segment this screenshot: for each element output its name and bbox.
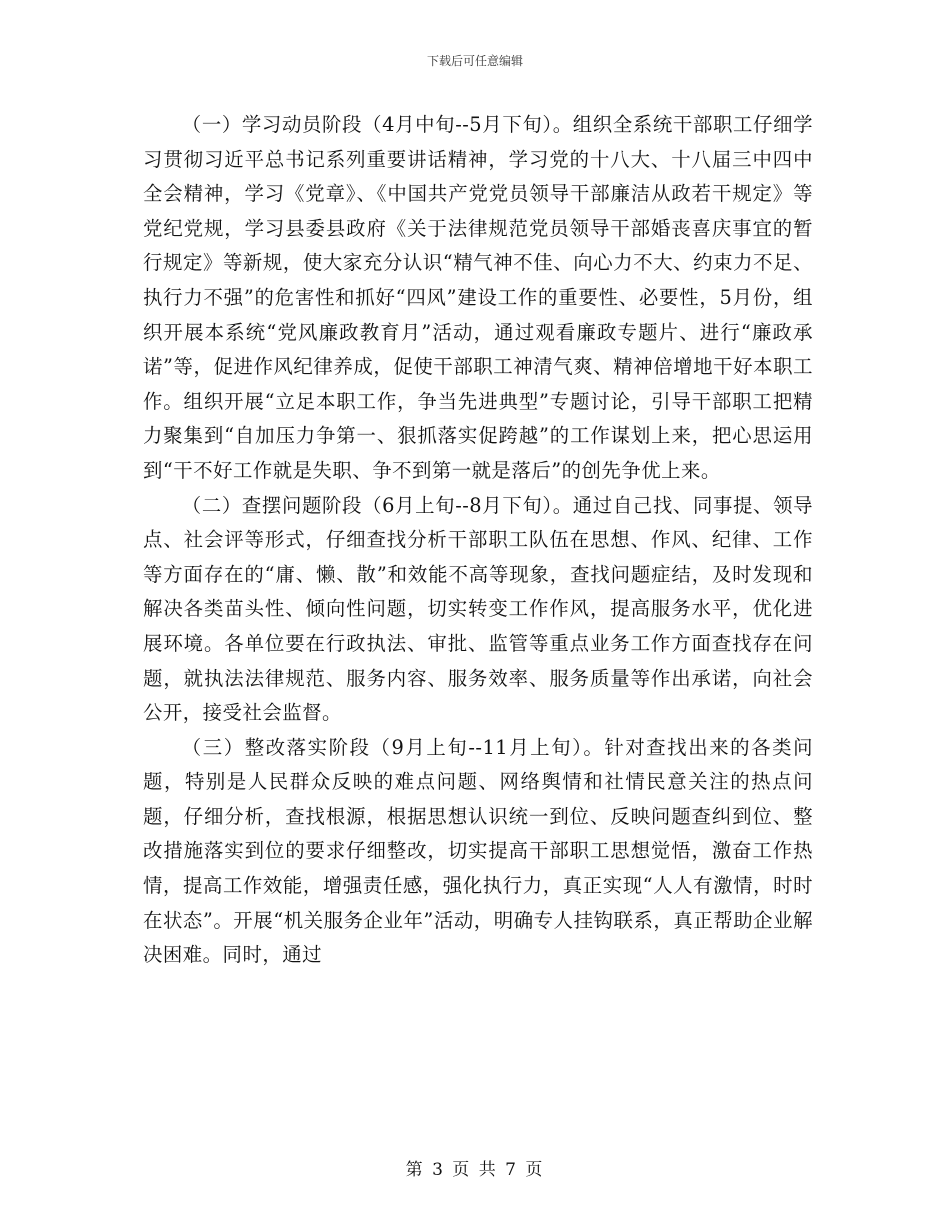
paragraph-study-mobilization: （一）学习动员阶段（4月中旬--5月下旬）。组织全系统干部职工仔细学习贯彻习近平总书记系列重要讲话精神，学习党的十八大、十八届三中四中全会精神，学习《党章》、《中国共产党党员领导干部廉洁从政若干规定》等党纪党规，学习县委县政府《关于法律规范党员领导干部婚丧喜庆事宜的暂行规定》等新规，使大家充分认识“精气神不佳、向心力不大、约束力不足、执行力不强”的危害性和抓好“四风”建设工作的重要性、必要性，5月份，组织开展本系统“党风廉政教育月”活动，通过观看廉政专题片、进行“廉政承诺”等，促进作风纪律养成，促使干部职工神清气爽、精神倍增地干好本职工作。组织开展“立足本职工作，争当先进典型”专题讨论，引导干部职工把精力聚集到“自加压力争第一、狠抓落实促跨越”的工作谋划上来，把心思运用到“干不好工作就是失职、争不到第一就是落后”的创先争优上来。 (143, 113, 813, 482)
paragraph-rectification: （三）整改落实阶段（9月上旬--11月上旬）。针对查找出来的各类问题，特别是人民群众反映的难点问题、网络舆情和社情民意关注的热点问题，仔细分析，查找根源，根据思想认识统一到位、反映问题查纠到位、整改措施落实到位的要求仔细整改，切实提高干部职工思想觉悟，激奋工作热情，提高工作效能，增强责任感，强化执行力，真正实现“人人有激情，时时在状态”。开展“机关服务企业年”活动，明确专人挂钩联系，真正帮助企业解决困难。同时，通过 (143, 735, 813, 967)
paragraph-problem-finding: （二）查摆问题阶段（6月上旬--8月下旬）。通过自己找、同事提、领导点、社会评等形式，仔细查找分析干部职工队伍在思想、作风、纪律、工作等方面存在的“庸、懒、散”和效能不高等现象，查找问题症结，及时发现和解决各类苗头性、倾向性问题，切实转变工作作风，提高服务水平，优化进展环境。各单位要在行政执法、审批、监管等重点业务工作方面查找存在问题，就执法法律规范、服务内容、服务效率、服务质量等作出承诺，向社会公开，接受社会监督。 (143, 493, 813, 725)
document-body (143, 108, 813, 973)
page-header: 下载后可任意编辑 (426, 54, 523, 68)
page-number: 第 3 页 共 7 页 (405, 1160, 545, 1180)
